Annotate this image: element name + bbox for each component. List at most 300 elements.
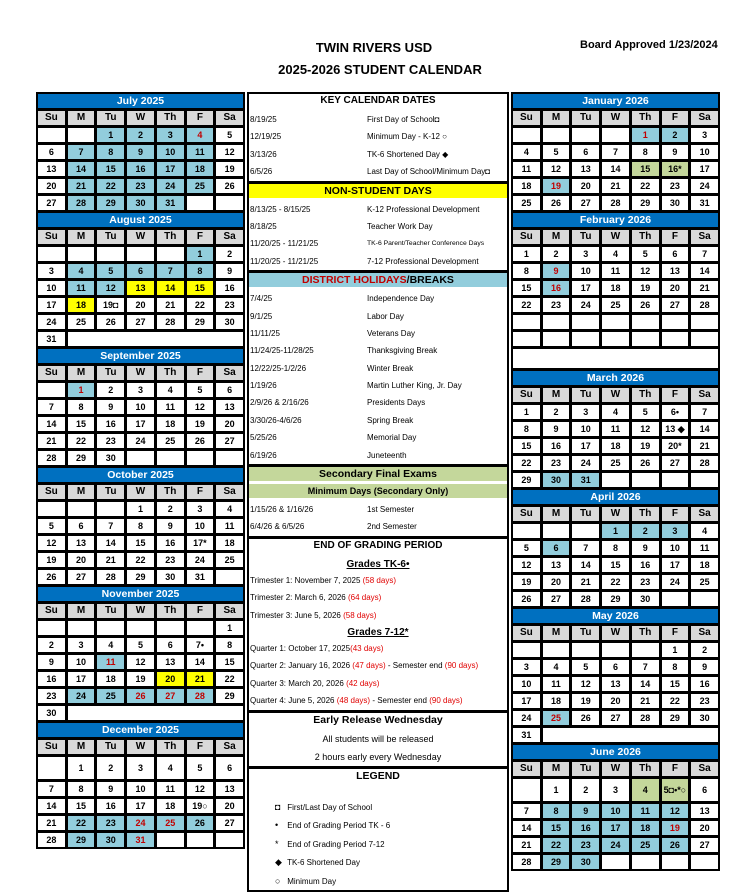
day-cell[interactable]: 31: [513, 728, 540, 742]
day-cell[interactable]: 30: [157, 570, 184, 584]
day-cell[interactable]: 17: [691, 162, 718, 176]
day-cell[interactable]: 27: [691, 838, 718, 852]
day-cell[interactable]: 25: [97, 689, 124, 703]
day-cell[interactable]: 10: [662, 541, 689, 555]
day-cell[interactable]: 19: [513, 575, 540, 589]
day-cell[interactable]: 26: [38, 570, 65, 584]
day-cell[interactable]: 1: [216, 621, 243, 635]
day-cell[interactable]: 9: [691, 660, 718, 674]
day-cell[interactable]: 7: [632, 660, 659, 674]
day-cell[interactable]: 23: [97, 434, 124, 448]
day-cell[interactable]: 29: [97, 196, 124, 210]
day-cell[interactable]: 4: [68, 264, 95, 278]
day-cell[interactable]: 1: [513, 405, 540, 419]
day-cell[interactable]: 19○: [187, 799, 214, 813]
day-cell[interactable]: 23: [38, 689, 65, 703]
day-cell[interactable]: 25: [68, 315, 95, 329]
day-cell[interactable]: 17*: [187, 536, 214, 550]
day-cell[interactable]: 2: [632, 524, 659, 538]
day-cell[interactable]: 11: [68, 281, 95, 295]
day-cell[interactable]: 5◘•*○: [662, 779, 689, 801]
day-cell[interactable]: 28: [632, 711, 659, 725]
day-cell[interactable]: 24: [513, 711, 540, 725]
day-cell[interactable]: 4: [157, 383, 184, 397]
day-cell[interactable]: 17: [127, 417, 154, 431]
day-cell[interactable]: 8: [602, 541, 629, 555]
day-cell[interactable]: 7: [691, 247, 718, 261]
day-cell[interactable]: 24: [602, 838, 629, 852]
day-cell[interactable]: 3: [127, 757, 154, 779]
day-cell[interactable]: 2: [97, 383, 124, 397]
day-cell[interactable]: 24: [662, 575, 689, 589]
day-cell[interactable]: 16: [632, 558, 659, 572]
day-cell[interactable]: 10: [691, 145, 718, 159]
day-cell[interactable]: 18: [691, 558, 718, 572]
day-cell[interactable]: 15: [68, 417, 95, 431]
day-cell[interactable]: 10: [38, 281, 65, 295]
day-cell[interactable]: 5: [513, 541, 540, 555]
day-cell[interactable]: 11: [543, 677, 570, 691]
day-cell[interactable]: 6: [216, 383, 243, 397]
day-cell[interactable]: 15: [187, 281, 214, 295]
day-cell[interactable]: 14: [691, 264, 718, 278]
day-cell[interactable]: 23: [543, 298, 570, 312]
day-cell[interactable]: 7: [68, 145, 95, 159]
day-cell[interactable]: 28: [572, 592, 599, 606]
day-cell[interactable]: 21: [691, 439, 718, 453]
day-cell[interactable]: 26: [662, 838, 689, 852]
day-cell[interactable]: 24: [157, 179, 184, 193]
day-cell[interactable]: 11: [187, 145, 214, 159]
day-cell[interactable]: 11: [602, 422, 629, 436]
day-cell[interactable]: 5: [632, 405, 659, 419]
day-cell[interactable]: 28: [38, 833, 65, 847]
day-cell[interactable]: 12: [38, 536, 65, 550]
day-cell[interactable]: 1: [543, 779, 570, 801]
day-cell[interactable]: 4: [632, 779, 659, 801]
day-cell[interactable]: 16: [157, 536, 184, 550]
day-cell[interactable]: 20: [216, 417, 243, 431]
day-cell[interactable]: 24: [691, 179, 718, 193]
day-cell[interactable]: 26: [187, 816, 214, 830]
day-cell[interactable]: 22: [662, 694, 689, 708]
day-cell[interactable]: 9: [97, 782, 124, 796]
day-cell[interactable]: 1: [602, 524, 629, 538]
day-cell[interactable]: 8: [543, 804, 570, 818]
day-cell[interactable]: 18: [216, 536, 243, 550]
day-cell[interactable]: 30: [543, 473, 570, 487]
day-cell[interactable]: 8: [127, 519, 154, 533]
day-cell[interactable]: 19: [127, 672, 154, 686]
day-cell[interactable]: 15: [68, 799, 95, 813]
day-cell[interactable]: 26: [187, 434, 214, 448]
day-cell[interactable]: 25: [632, 838, 659, 852]
day-cell[interactable]: 14: [602, 162, 629, 176]
day-cell[interactable]: 4: [513, 145, 540, 159]
day-cell[interactable]: 25: [157, 816, 184, 830]
day-cell[interactable]: 12: [572, 677, 599, 691]
day-cell[interactable]: 5: [187, 757, 214, 779]
day-cell[interactable]: 27: [662, 298, 689, 312]
day-cell[interactable]: 3: [157, 128, 184, 142]
day-cell[interactable]: 4: [97, 638, 124, 652]
day-cell[interactable]: 17: [38, 298, 65, 312]
day-cell[interactable]: 2: [97, 757, 124, 779]
day-cell[interactable]: 2: [543, 405, 570, 419]
day-cell[interactable]: 18: [187, 162, 214, 176]
day-cell[interactable]: 4: [691, 524, 718, 538]
day-cell[interactable]: 10: [157, 145, 184, 159]
day-cell[interactable]: 13: [127, 281, 154, 295]
day-cell[interactable]: 19◘: [97, 298, 124, 312]
day-cell[interactable]: 6: [216, 757, 243, 779]
day-cell[interactable]: 6: [38, 145, 65, 159]
day-cell[interactable]: 10: [513, 677, 540, 691]
day-cell[interactable]: 3: [38, 264, 65, 278]
day-cell[interactable]: 2: [157, 502, 184, 516]
day-cell[interactable]: 9: [127, 145, 154, 159]
day-cell[interactable]: 31: [572, 473, 599, 487]
day-cell[interactable]: 20: [157, 672, 184, 686]
day-cell[interactable]: 12: [632, 422, 659, 436]
day-cell[interactable]: 24: [68, 689, 95, 703]
day-cell[interactable]: 31: [691, 196, 718, 210]
day-cell[interactable]: 21: [572, 575, 599, 589]
day-cell[interactable]: 15: [216, 655, 243, 669]
day-cell[interactable]: 8: [513, 264, 540, 278]
day-cell[interactable]: 13 ◆: [662, 422, 689, 436]
day-cell[interactable]: 11: [602, 264, 629, 278]
day-cell[interactable]: 14: [97, 536, 124, 550]
day-cell[interactable]: 18: [543, 694, 570, 708]
day-cell[interactable]: 8: [662, 660, 689, 674]
day-cell[interactable]: 21: [632, 694, 659, 708]
day-cell[interactable]: 26: [127, 689, 154, 703]
day-cell[interactable]: 11: [216, 519, 243, 533]
day-cell[interactable]: 24: [187, 553, 214, 567]
day-cell[interactable]: 13: [216, 400, 243, 414]
day-cell[interactable]: 12: [127, 655, 154, 669]
day-cell[interactable]: 13: [572, 162, 599, 176]
day-cell[interactable]: 6: [68, 519, 95, 533]
day-cell[interactable]: 14: [572, 558, 599, 572]
day-cell[interactable]: 13: [68, 536, 95, 550]
day-cell[interactable]: 3: [572, 247, 599, 261]
day-cell[interactable]: 9: [543, 422, 570, 436]
day-cell[interactable]: 12: [187, 400, 214, 414]
day-cell[interactable]: 14: [513, 821, 540, 835]
day-cell[interactable]: 21: [38, 434, 65, 448]
day-cell[interactable]: 27: [216, 434, 243, 448]
day-cell[interactable]: 16: [543, 439, 570, 453]
day-cell[interactable]: 23: [97, 816, 124, 830]
day-cell[interactable]: 24: [572, 298, 599, 312]
day-cell[interactable]: 28: [602, 196, 629, 210]
day-cell[interactable]: 28: [691, 456, 718, 470]
day-cell[interactable]: 26: [572, 711, 599, 725]
day-cell[interactable]: 18: [157, 799, 184, 813]
day-cell[interactable]: 16: [691, 677, 718, 691]
day-cell[interactable]: 24: [127, 434, 154, 448]
day-cell[interactable]: 20: [543, 575, 570, 589]
day-cell[interactable]: 29: [513, 473, 540, 487]
day-cell[interactable]: 16: [38, 672, 65, 686]
day-cell[interactable]: 23: [632, 575, 659, 589]
day-cell[interactable]: 16*: [662, 162, 689, 176]
day-cell[interactable]: 22: [543, 838, 570, 852]
day-cell[interactable]: 30: [97, 833, 124, 847]
day-cell[interactable]: 15: [97, 162, 124, 176]
day-cell[interactable]: 31: [157, 196, 184, 210]
day-cell[interactable]: 25: [602, 456, 629, 470]
day-cell[interactable]: 28: [68, 196, 95, 210]
day-cell[interactable]: 22: [602, 575, 629, 589]
day-cell[interactable]: 8: [216, 638, 243, 652]
day-cell[interactable]: 22: [127, 553, 154, 567]
day-cell[interactable]: 20: [127, 298, 154, 312]
day-cell[interactable]: 27: [216, 816, 243, 830]
day-cell[interactable]: 18: [157, 417, 184, 431]
day-cell[interactable]: 16: [543, 281, 570, 295]
day-cell[interactable]: 26: [513, 592, 540, 606]
day-cell[interactable]: 9: [543, 264, 570, 278]
day-cell[interactable]: 10: [127, 782, 154, 796]
day-cell[interactable]: 26: [543, 196, 570, 210]
day-cell[interactable]: 11: [157, 782, 184, 796]
day-cell[interactable]: 1: [187, 247, 214, 261]
day-cell[interactable]: 5: [632, 247, 659, 261]
day-cell[interactable]: 12: [97, 281, 124, 295]
day-cell[interactable]: 27: [662, 456, 689, 470]
day-cell[interactable]: 8: [513, 422, 540, 436]
day-cell[interactable]: 4: [216, 502, 243, 516]
day-cell[interactable]: 17: [68, 672, 95, 686]
day-cell[interactable]: 12: [662, 804, 689, 818]
day-cell[interactable]: 24: [127, 816, 154, 830]
day-cell[interactable]: 16: [97, 799, 124, 813]
day-cell[interactable]: 13: [216, 782, 243, 796]
day-cell[interactable]: 21: [68, 179, 95, 193]
day-cell[interactable]: 17: [572, 439, 599, 453]
day-cell[interactable]: 14: [157, 281, 184, 295]
day-cell[interactable]: 22: [68, 816, 95, 830]
day-cell[interactable]: 9: [662, 145, 689, 159]
day-cell[interactable]: 5: [38, 519, 65, 533]
day-cell[interactable]: 15: [127, 536, 154, 550]
day-cell[interactable]: 2: [662, 128, 689, 142]
day-cell[interactable]: 19: [632, 281, 659, 295]
day-cell[interactable]: 24: [38, 315, 65, 329]
day-cell[interactable]: 22: [216, 672, 243, 686]
day-cell[interactable]: 23: [127, 179, 154, 193]
day-cell[interactable]: 20: [602, 694, 629, 708]
day-cell[interactable]: 13: [157, 655, 184, 669]
day-cell[interactable]: 25: [543, 711, 570, 725]
day-cell[interactable]: 4: [187, 128, 214, 142]
day-cell[interactable]: 11: [691, 541, 718, 555]
day-cell[interactable]: 26: [216, 179, 243, 193]
day-cell[interactable]: 11: [97, 655, 124, 669]
day-cell[interactable]: 19: [38, 553, 65, 567]
day-cell[interactable]: 1: [97, 128, 124, 142]
day-cell[interactable]: 18: [602, 281, 629, 295]
day-cell[interactable]: 8: [68, 400, 95, 414]
day-cell[interactable]: 17: [572, 281, 599, 295]
day-cell[interactable]: 20: [691, 821, 718, 835]
day-cell[interactable]: 25: [602, 298, 629, 312]
day-cell[interactable]: 20: [68, 553, 95, 567]
day-cell[interactable]: 18: [632, 821, 659, 835]
day-cell[interactable]: 30: [38, 706, 65, 720]
day-cell[interactable]: 1: [513, 247, 540, 261]
day-cell[interactable]: 11: [157, 400, 184, 414]
day-cell[interactable]: 13: [543, 558, 570, 572]
day-cell[interactable]: 14: [68, 162, 95, 176]
day-cell[interactable]: 14: [38, 799, 65, 813]
day-cell[interactable]: 19: [662, 821, 689, 835]
day-cell[interactable]: 30: [632, 592, 659, 606]
day-cell[interactable]: 31: [38, 332, 65, 346]
day-cell[interactable]: 16: [572, 821, 599, 835]
day-cell[interactable]: 28: [691, 298, 718, 312]
day-cell[interactable]: 21: [187, 672, 214, 686]
day-cell[interactable]: 10: [572, 422, 599, 436]
day-cell[interactable]: 15: [602, 558, 629, 572]
day-cell[interactable]: 29: [543, 855, 570, 869]
day-cell[interactable]: 15: [632, 162, 659, 176]
day-cell[interactable]: 26: [97, 315, 124, 329]
day-cell[interactable]: 22: [513, 298, 540, 312]
day-cell[interactable]: 4: [602, 247, 629, 261]
day-cell[interactable]: 6: [602, 660, 629, 674]
day-cell[interactable]: 17: [662, 558, 689, 572]
day-cell[interactable]: 28: [157, 315, 184, 329]
day-cell[interactable]: 29: [127, 570, 154, 584]
day-cell[interactable]: 5: [216, 128, 243, 142]
day-cell[interactable]: 12: [543, 162, 570, 176]
day-cell[interactable]: 7: [691, 405, 718, 419]
day-cell[interactable]: 12: [187, 782, 214, 796]
day-cell[interactable]: 21: [691, 281, 718, 295]
day-cell[interactable]: 2: [691, 643, 718, 657]
day-cell[interactable]: 26: [632, 298, 659, 312]
day-cell[interactable]: 17: [513, 694, 540, 708]
day-cell[interactable]: 6: [572, 145, 599, 159]
day-cell[interactable]: 30: [97, 451, 124, 465]
day-cell[interactable]: 27: [543, 592, 570, 606]
day-cell[interactable]: 27: [68, 570, 95, 584]
day-cell[interactable]: 18: [602, 439, 629, 453]
day-cell[interactable]: 6: [157, 638, 184, 652]
day-cell[interactable]: 19: [543, 179, 570, 193]
day-cell[interactable]: 27: [602, 711, 629, 725]
day-cell[interactable]: 6: [543, 541, 570, 555]
day-cell[interactable]: 2: [38, 638, 65, 652]
day-cell[interactable]: 8: [97, 145, 124, 159]
day-cell[interactable]: 3: [572, 405, 599, 419]
day-cell[interactable]: 2: [127, 128, 154, 142]
day-cell[interactable]: 3: [691, 128, 718, 142]
day-cell[interactable]: 29: [68, 451, 95, 465]
day-cell[interactable]: 16: [216, 281, 243, 295]
day-cell[interactable]: 29: [632, 196, 659, 210]
day-cell[interactable]: 23: [662, 179, 689, 193]
day-cell[interactable]: 1: [662, 643, 689, 657]
day-cell[interactable]: 6: [691, 779, 718, 801]
day-cell[interactable]: 21: [513, 838, 540, 852]
day-cell[interactable]: 20*: [662, 439, 689, 453]
day-cell[interactable]: 1: [68, 757, 95, 779]
day-cell[interactable]: 5: [97, 264, 124, 278]
day-cell[interactable]: 10: [68, 655, 95, 669]
day-cell[interactable]: 20: [572, 179, 599, 193]
day-cell[interactable]: 13: [602, 677, 629, 691]
day-cell[interactable]: 20: [216, 799, 243, 813]
day-cell[interactable]: 3: [602, 779, 629, 801]
day-cell[interactable]: 9: [216, 264, 243, 278]
day-cell[interactable]: 9: [97, 400, 124, 414]
day-cell[interactable]: 16: [127, 162, 154, 176]
day-cell[interactable]: 4: [157, 757, 184, 779]
day-cell[interactable]: 5: [572, 660, 599, 674]
day-cell[interactable]: 14: [38, 417, 65, 431]
day-cell[interactable]: 5: [127, 638, 154, 652]
day-cell[interactable]: 5: [543, 145, 570, 159]
day-cell[interactable]: 23: [572, 838, 599, 852]
day-cell[interactable]: 20: [662, 281, 689, 295]
day-cell[interactable]: 25: [513, 196, 540, 210]
day-cell[interactable]: 5: [187, 383, 214, 397]
day-cell[interactable]: 7: [38, 782, 65, 796]
day-cell[interactable]: 2: [572, 779, 599, 801]
day-cell[interactable]: 22: [187, 298, 214, 312]
day-cell[interactable]: 24: [572, 456, 599, 470]
day-cell[interactable]: 10: [127, 400, 154, 414]
day-cell[interactable]: 27: [38, 196, 65, 210]
day-cell[interactable]: 4: [602, 405, 629, 419]
day-cell[interactable]: 30: [662, 196, 689, 210]
day-cell[interactable]: 3: [662, 524, 689, 538]
day-cell[interactable]: 2: [216, 247, 243, 261]
day-cell[interactable]: 25: [691, 575, 718, 589]
day-cell[interactable]: 8: [68, 782, 95, 796]
day-cell[interactable]: 29: [216, 689, 243, 703]
day-cell[interactable]: 14: [691, 422, 718, 436]
day-cell[interactable]: 29: [187, 315, 214, 329]
day-cell[interactable]: 18: [68, 298, 95, 312]
day-cell[interactable]: 29: [662, 711, 689, 725]
day-cell[interactable]: 19: [187, 417, 214, 431]
day-cell[interactable]: 21: [97, 553, 124, 567]
day-cell[interactable]: 28: [97, 570, 124, 584]
day-cell[interactable]: 19: [216, 162, 243, 176]
day-cell[interactable]: 30: [127, 196, 154, 210]
day-cell[interactable]: 12: [216, 145, 243, 159]
day-cell[interactable]: 19: [632, 439, 659, 453]
day-cell[interactable]: 13: [691, 804, 718, 818]
day-cell[interactable]: 9: [632, 541, 659, 555]
day-cell[interactable]: 17: [157, 162, 184, 176]
day-cell[interactable]: 29: [602, 592, 629, 606]
day-cell[interactable]: 25: [157, 434, 184, 448]
day-cell[interactable]: 10: [572, 264, 599, 278]
day-cell[interactable]: 30: [572, 855, 599, 869]
day-cell[interactable]: 8: [632, 145, 659, 159]
day-cell[interactable]: 7: [38, 400, 65, 414]
day-cell[interactable]: 15: [662, 677, 689, 691]
day-cell[interactable]: 10: [187, 519, 214, 533]
day-cell[interactable]: 8: [187, 264, 214, 278]
